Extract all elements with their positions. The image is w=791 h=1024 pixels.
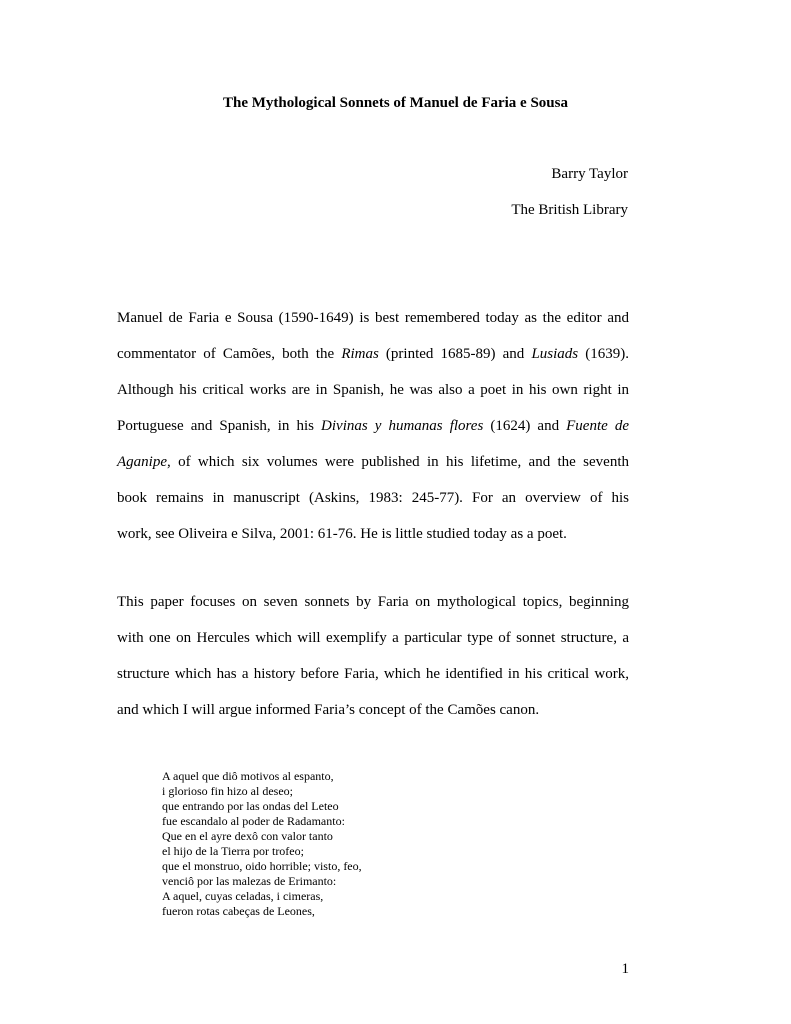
verse-line: A aquel, cuyas celadas, i cimeras, <box>162 889 324 903</box>
text-run: work, see Oliveira e Silva, 2001: 61-76. He is little studied today as a poet. <box>117 526 567 542</box>
verse-line: i glorioso fin hizo al deseo; <box>162 784 293 798</box>
paragraph-introduction <box>117 300 629 552</box>
sonnet-quotation <box>162 769 362 919</box>
paragraph-line: structure which has a history before Faria, which he identified in his critical work, <box>117 666 629 682</box>
text-run: book remains in manuscript (Askins, 1983: 245-77). For an overview of his <box>117 490 629 506</box>
text-run: Although his critical works are in Spanish, he was also a poet in his own right in <box>117 382 629 398</box>
text-run: commentator of Camões, both the <box>117 346 342 362</box>
work-title-fuente: Fuente de <box>566 418 629 434</box>
page-number: 1 <box>621 961 629 977</box>
work-title-lusiads: Lusiads <box>531 346 579 362</box>
verse-line: fueron rotas cabeças de Leones, <box>162 904 315 918</box>
text-run: (1639). <box>578 346 629 362</box>
author-block <box>511 165 628 219</box>
verse-line: Que en el ayre dexô con valor tanto <box>162 829 333 843</box>
paragraph-focus <box>117 584 629 728</box>
verse-line: venciô por las malezas de Erimanto: <box>162 874 337 888</box>
author-name: Barry Taylor <box>551 166 628 182</box>
verse-line: que entrando por las ondas del Leteo <box>162 799 339 813</box>
text-run: Manuel de Faria e Sousa (1590-1649) is best remembered today as the editor and <box>117 310 629 326</box>
text-run: (1624) and <box>483 418 567 434</box>
text-run: (printed 1685-89) and <box>378 346 532 362</box>
paragraph-line: This paper focuses on seven sonnets by Faria on mythological topics, beginning <box>117 594 629 610</box>
paragraph-line <box>117 300 629 336</box>
verse-line: el hijo de la Tierra por trofeo; <box>162 844 304 858</box>
paragraph-line: and which I will argue informed Faria’s concept of the Camões canon. <box>117 702 540 718</box>
text-run: Portuguese and Spanish, in his <box>117 418 322 434</box>
verse-line: que el monstruo, oido horrible; visto, feo, <box>162 859 362 873</box>
work-title-divinas: Divinas y humanas flores <box>321 418 484 434</box>
verse-line: fue escandalo al poder de Radamanto: <box>162 814 345 828</box>
paragraph-line <box>117 408 629 444</box>
paragraph-line <box>117 336 629 372</box>
paragraph-line <box>117 516 629 552</box>
paragraph-line: with one on Hercules which will exemplify a particular type of sonnet structure, a <box>117 630 629 646</box>
paragraph-line <box>117 444 629 480</box>
text-run: , of which six volumes were published in his lifetime, and the seventh <box>167 454 629 470</box>
document-title: The Mythological Sonnets of Manuel de Faria e Sousa <box>222 95 568 111</box>
work-title-aganipe: Aganipe <box>117 454 167 470</box>
verse-line: A aquel que diô motivos al espanto, <box>162 769 334 783</box>
author-affiliation: The British Library <box>511 202 628 218</box>
work-title-rimas: Rimas <box>341 346 379 362</box>
paragraph-line <box>117 372 629 408</box>
paragraph-line <box>117 480 629 516</box>
